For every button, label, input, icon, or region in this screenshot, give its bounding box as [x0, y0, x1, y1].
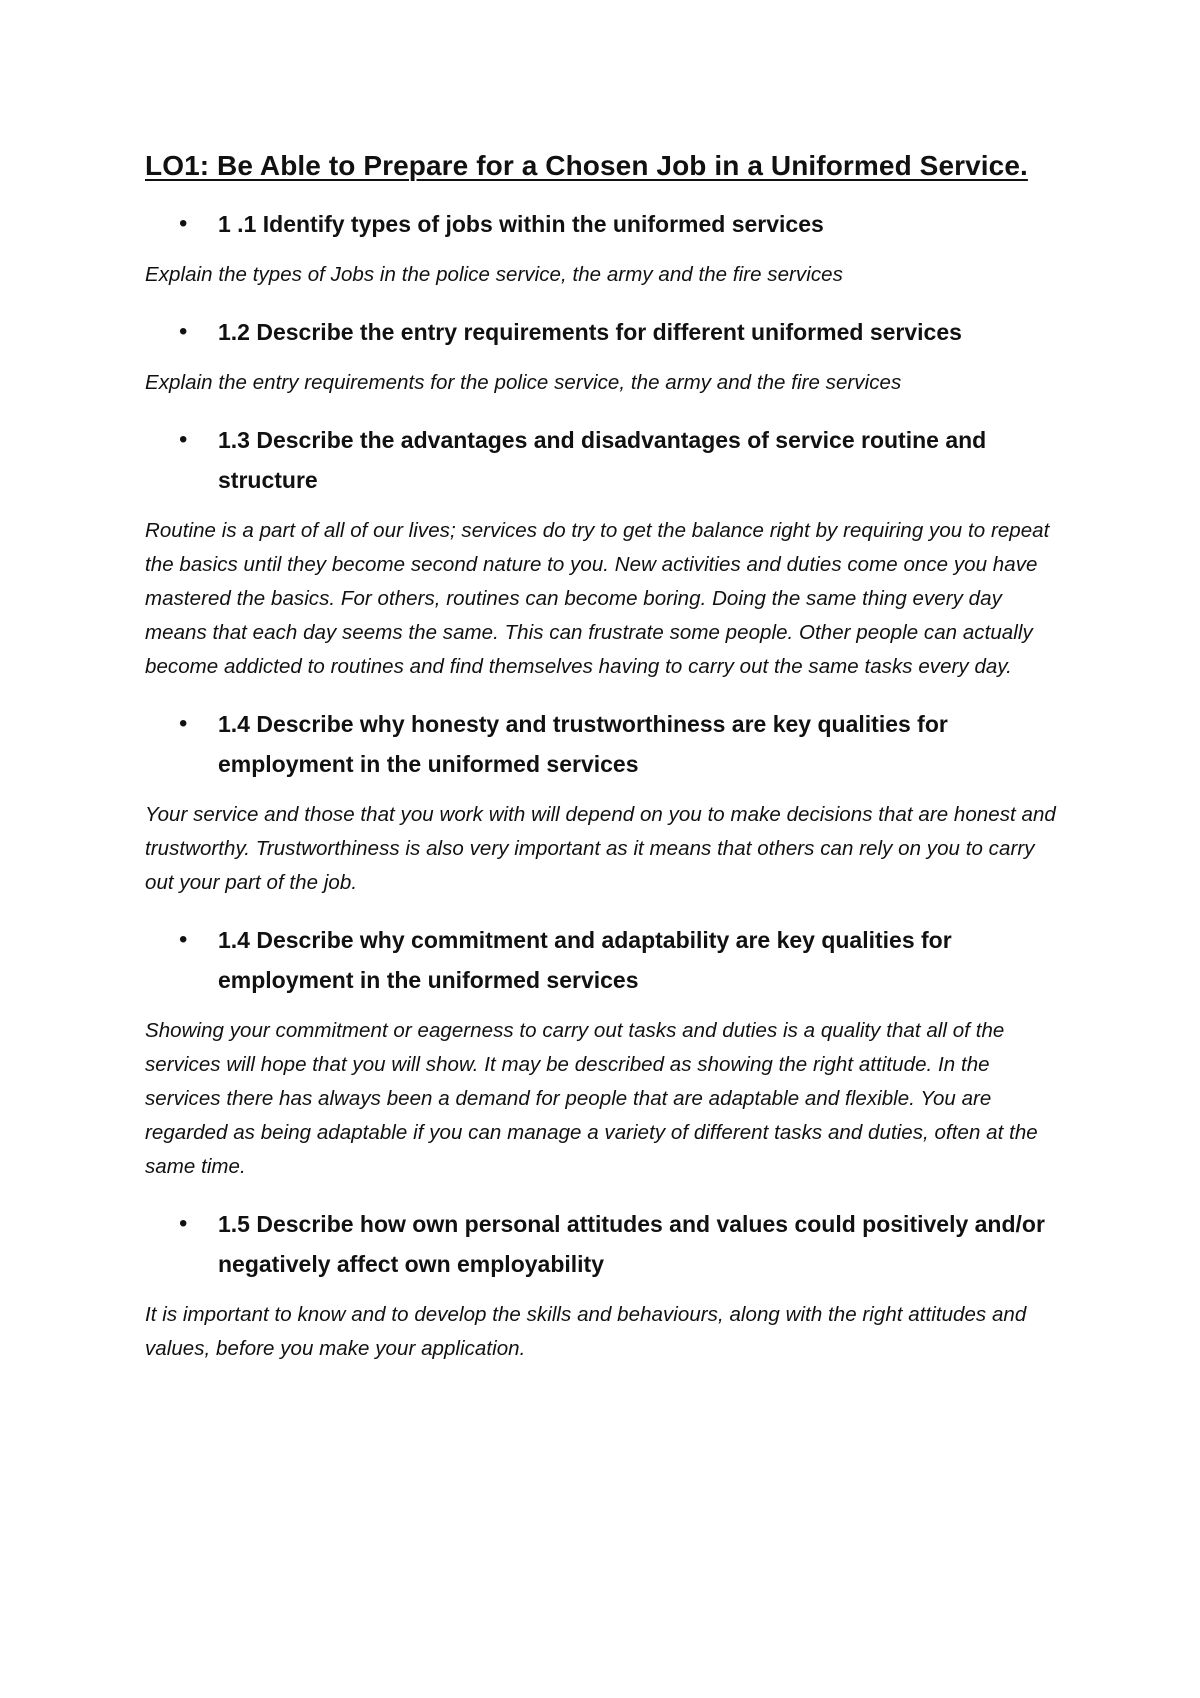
section-1-1	[145, 204, 1065, 292]
section-text: Routine is a part of all of our lives; services do try to get the balance right by requiring you to repeat the basics until they become second nature to you. New activities and duties come once you have mastered the basics. For others, routines can become boring. Doing the same thing every day means that each day seems the same. This can frustrate some people. Other people can actually become addicted to routines and find themselves having to carry out the same tasks every day.	[145, 519, 1050, 678]
document-content	[145, 150, 1065, 1386]
bullet-icon: •	[179, 1210, 188, 1237]
section-heading-row	[145, 920, 1065, 1000]
section-1-5	[145, 1204, 1065, 1366]
section-heading-row	[145, 312, 1065, 352]
bullet-icon: •	[179, 926, 188, 953]
section-text: Showing your commitment or eagerness to carry out tasks and duties is a quality that all of the services will hope that you will show. It may be described as showing the right attitude. In the services there has always been a demand for people that are adaptable and flexible. You are regarded as being adaptable if you can manage a variety of different tasks and duties, often at the same time.	[145, 1019, 1038, 1178]
document-title: LO1: Be Able to Prepare for a Chosen Job in a Uniformed Service.	[145, 150, 1028, 181]
section-1-3	[145, 420, 1065, 684]
section-heading: 1.3 Describe the advantages and disadvantages of service routine and structure	[218, 427, 987, 493]
section-text: Your service and those that you work with will depend on you to make decisions that are honest and trustworthy. Trustworthiness is also very important as it means that others can rely on you to carry out your part of the job.	[145, 803, 1056, 894]
bullet-icon: •	[179, 426, 188, 453]
bullet-icon: •	[179, 710, 188, 737]
section-heading: 1.4 Describe why honesty and trustworthiness are key qualities for employment in the uniformed services	[218, 711, 948, 777]
section-1-2	[145, 312, 1065, 400]
section-text: It is important to know and to develop the skills and behaviours, along with the right attitudes and values, before you make your application.	[145, 1303, 1027, 1360]
section-heading: 1 .1 Identify types of jobs within the uniformed services	[218, 211, 824, 237]
bullet-icon: •	[179, 210, 188, 237]
section-heading-row	[145, 704, 1065, 784]
section-text: Explain the entry requirements for the police service, the army and the fire services	[145, 371, 902, 394]
section-1-4-commitment	[145, 920, 1065, 1184]
section-heading-row	[145, 1204, 1065, 1284]
section-text: Explain the types of Jobs in the police service, the army and the fire services	[145, 263, 843, 286]
section-heading: 1.2 Describe the entry requirements for different uniformed services	[218, 319, 962, 345]
bullet-icon: •	[179, 318, 188, 345]
section-1-4-honesty	[145, 704, 1065, 900]
section-heading-row	[145, 420, 1065, 500]
section-heading-row	[145, 204, 1065, 244]
section-heading: 1.4 Describe why commitment and adaptability are key qualities for employment in the uniformed services	[218, 927, 952, 993]
section-heading: 1.5 Describe how own personal attitudes and values could positively and/or negatively affect own employability	[218, 1211, 1045, 1277]
